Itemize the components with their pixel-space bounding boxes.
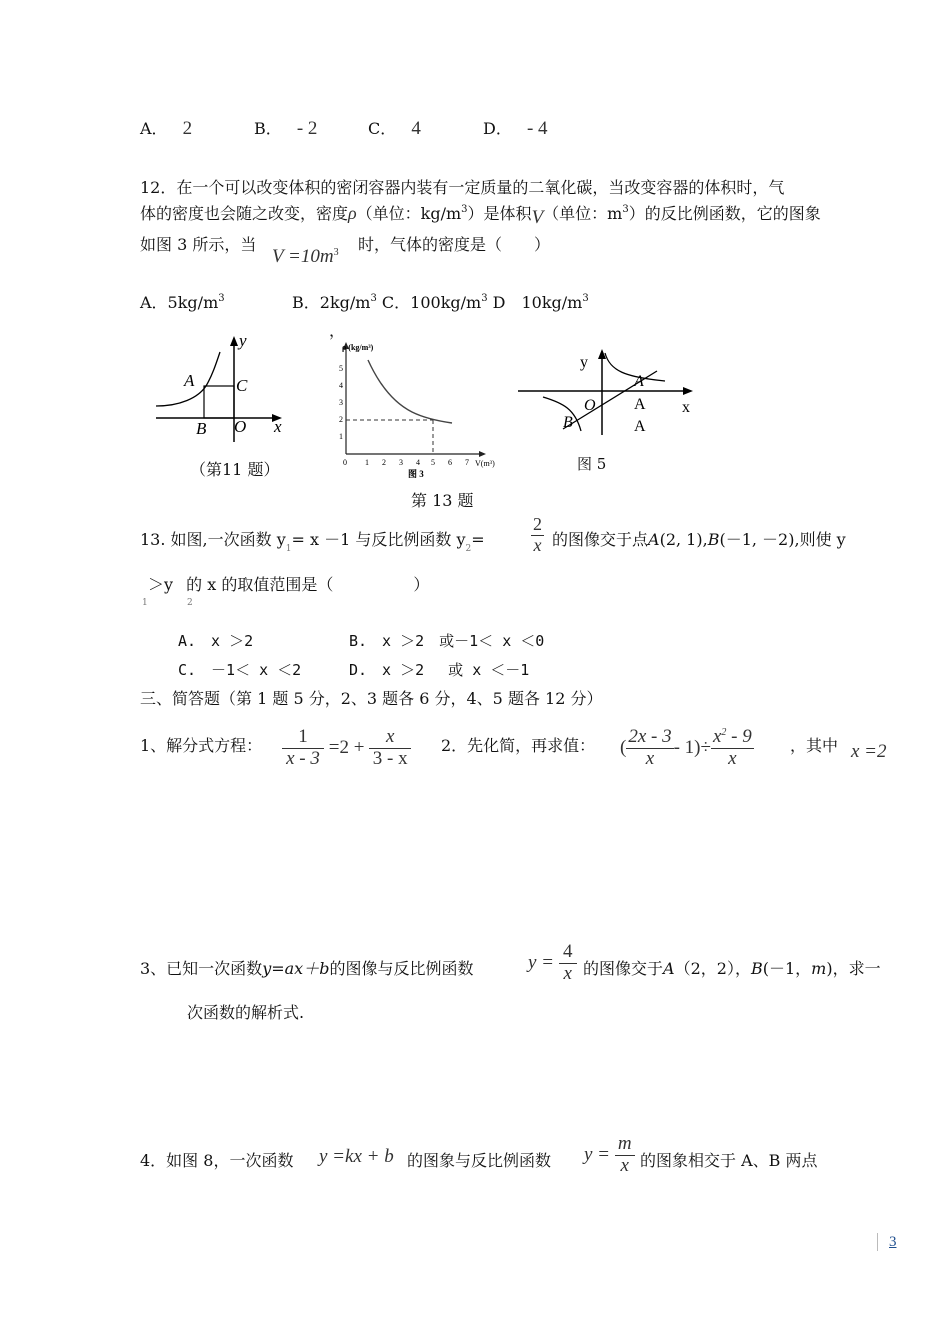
fig5-label-o: O: [584, 397, 596, 414]
q11-option-c-value: 4: [411, 118, 421, 139]
p2-label: 2．先化简，再求值：: [441, 736, 596, 755]
fig5-label-y: y: [580, 354, 588, 371]
fig11-label-a: A: [184, 371, 195, 390]
q12-options: [140, 290, 225, 313]
fig3-xtick: 5: [431, 458, 435, 467]
p3-frac-den: x: [559, 963, 577, 985]
q11-options: [140, 116, 192, 140]
p2-frac2-num: - 9: [726, 726, 752, 747]
q12-option-b: B．2kg/m: [292, 293, 371, 312]
fig3-curve: [368, 360, 452, 423]
fig11-label-x: x: [274, 417, 282, 436]
p3-fraction: [528, 942, 577, 985]
q13-text: 的 x 的取值范围是（ ）: [186, 575, 430, 594]
q11-option-b-label: B．: [254, 119, 282, 138]
p2-divide: ÷: [700, 736, 711, 758]
p4-frac-den: x: [615, 1155, 635, 1177]
p2-minus-one: - 1): [673, 736, 701, 758]
fig3-xtick: 0: [343, 458, 347, 467]
subscript: 2: [465, 544, 472, 554]
q12-option-a-text: A．5kg/m: [140, 293, 219, 312]
superscript: 2: [721, 727, 727, 738]
q13-frac-num: 2: [533, 514, 542, 534]
fig11-label-y: y: [239, 331, 247, 350]
q13-frac-den: x: [531, 535, 544, 556]
q13-line-1: [140, 527, 485, 554]
fig5-hyperbola-left: [543, 397, 581, 431]
fig11-caption: （第11 题）: [190, 460, 280, 479]
superscript: 3: [370, 293, 377, 304]
q13-point-b: B: [707, 530, 720, 549]
fig3-ytick: 1: [339, 432, 343, 441]
p2-frac1-num: 2x - 3: [628, 726, 672, 747]
fig11-rectangle: [204, 386, 234, 418]
fig3-xlabel: V(m³): [475, 459, 495, 468]
q12-condition-text: V =10m: [272, 246, 334, 267]
subscript: 1: [285, 544, 292, 554]
q13-subscript-2: 2: [187, 598, 193, 608]
fig5-label-a-italic: A: [634, 373, 644, 390]
p1-frac2-num: x: [385, 726, 395, 747]
p1-frac2-den: 3 - x: [369, 748, 411, 770]
fig11-label-b: B: [196, 419, 207, 438]
p3-function: y=ax＋b: [262, 959, 330, 978]
fig11-label-c: C: [236, 376, 248, 395]
q13-fraction: [531, 515, 544, 556]
fig3-ylabel: ρ (kg/m³): [342, 343, 374, 352]
q12-condition: [272, 246, 339, 268]
q11-option-d-label: D．: [483, 119, 512, 138]
p1-label: 1、解分式方程：: [140, 736, 263, 755]
p1-frac1-num: 1: [298, 726, 308, 747]
page-number[interactable]: 3: [889, 1234, 897, 1250]
p3-point-b: B: [750, 959, 763, 978]
superscript: 3: [461, 204, 468, 215]
q13-eq: =: [471, 530, 485, 549]
p4-line-c: 的图象相交于 A、B 两点: [640, 1151, 818, 1170]
q11-option-a-label: A．: [140, 119, 168, 138]
p3-line-2: 次函数的解析式.: [187, 1003, 305, 1022]
superscript: 3: [333, 247, 339, 258]
q12-text: 如图 3 所示，当: [140, 235, 257, 254]
fig3-ytick: 4: [339, 381, 343, 390]
fig3-ytick: 5: [339, 364, 343, 373]
p3-text: 的图像交于: [583, 959, 664, 978]
q12-text: 体的密度也会随之改变，密度: [140, 204, 349, 223]
p2-expression: [620, 727, 754, 770]
volume-symbol: V: [531, 207, 544, 228]
q12-line-1: 12．在一个可以改变体积的密闭容器内装有一定质量的二氧化碳，当改变容器的体积时，气: [140, 178, 785, 197]
p2-where: ，其中: [790, 736, 839, 755]
q11-option-c: [368, 116, 421, 140]
q12-option-c: C．100kg/m: [376, 293, 482, 312]
p3-text: )，求一: [826, 959, 881, 978]
fig11-label-o: O: [234, 417, 247, 436]
q13-text: ＞y: [148, 575, 174, 594]
fig3-ytick: 3: [339, 398, 343, 407]
p3-point-a-coord: （2，2），: [674, 959, 751, 978]
p4-line-a: 4．如图 8，一次函数: [140, 1151, 294, 1170]
p4-line-b: 的图象与反比例函数: [407, 1151, 552, 1170]
fig5-label-a: A: [634, 418, 646, 435]
q12-option-a: [140, 293, 225, 312]
fig5-label-b: B: [563, 414, 573, 431]
q12-line-3-end: 时，气体的密度是（ ）: [358, 235, 551, 254]
q12-text: ）是体积: [467, 204, 532, 223]
q12-text: ）的反比例函数，它的图象: [628, 204, 821, 223]
q11-option-a-value: 2: [182, 118, 193, 139]
q13-text: 则使 y: [799, 530, 846, 549]
q13-point-a: A: [648, 530, 660, 549]
p1-mid: =2 +: [328, 736, 365, 758]
q12-line-2: [140, 201, 821, 229]
section-3-heading: 三、简答题（第 1 题 5 分，2、3 题各 6 分，4、5 题各 12 分）: [140, 689, 603, 708]
fig5-caption: 图 5: [577, 455, 607, 473]
p1-frac1-den: x - 3: [282, 748, 324, 770]
figure-3: [330, 338, 505, 483]
p4-function: y =kx + b: [319, 1146, 394, 1167]
stray-comma: ，: [329, 321, 346, 340]
q13-option-a: A. x ＞2: [178, 632, 254, 650]
q12-options-bcd: [292, 290, 589, 313]
fig3-ytick: 2: [339, 415, 343, 424]
fig3-xtick: 6: [448, 458, 452, 467]
q13-point-b-coord: (－1, －2),: [719, 530, 800, 549]
fig11-y-arrow: [230, 336, 238, 346]
q13-subscript-1: 1: [142, 598, 148, 608]
p4-y-eq: y =: [584, 1143, 611, 1165]
p1-equation: [282, 727, 411, 770]
p3-line-1-end: [583, 956, 881, 979]
q11-option-b: [254, 116, 317, 140]
q13-option-b: B. x ＞2 或－1＜ x ＜0: [349, 632, 545, 650]
p3-frac-num: 4: [563, 941, 573, 962]
q11-option-b-value: - 2: [296, 118, 318, 139]
p3-text: 的图像与反比例函数: [329, 959, 474, 978]
fig5-label-a: A: [634, 396, 646, 413]
q13-line-1-end: [552, 527, 846, 550]
p3-text: 3、已知一次函数: [140, 959, 263, 978]
q13-text: = x －1 与反比例函数 y: [291, 530, 466, 549]
page-number-divider: [877, 1233, 878, 1251]
fig3-xtick: 4: [416, 458, 420, 467]
q13-option-d: D. x ＞2 或 x ＜－1: [349, 661, 530, 679]
q13-point-a-coord: (2, 1),: [659, 530, 708, 549]
superscript: 3: [481, 293, 488, 304]
p2-open-paren: (: [620, 736, 627, 758]
q11-option-d-value: - 4: [526, 118, 548, 139]
p2-frac1-den: x: [626, 748, 673, 770]
p3-y-eq: y =: [528, 951, 555, 973]
fig3-caption: 图 3: [408, 469, 424, 479]
p4-frac-num: m: [617, 1133, 632, 1154]
q12-text: （单位：kg/m: [356, 204, 462, 223]
p3-point-a: A: [663, 959, 675, 978]
q11-option-d: [483, 116, 548, 140]
fig5-x-arrow: [683, 387, 693, 395]
figure-5: [515, 345, 700, 440]
q13-line-2: [148, 572, 429, 595]
q12-option-d: D 10kg/m: [487, 293, 583, 312]
fig3-xtick: 7: [465, 458, 469, 467]
q12-text: （单位：m: [543, 204, 623, 223]
p4-fraction: [584, 1134, 635, 1177]
fig5-label-x: x: [682, 399, 690, 416]
rho-symbol: ρ: [348, 203, 357, 223]
p3-point-b-coord: (－1，: [762, 959, 812, 978]
q12-line-3: [140, 232, 256, 255]
q11-option-c-label: C．: [368, 119, 397, 138]
p2-frac2-num: x: [712, 726, 722, 747]
fig3-xtick: 3: [399, 458, 403, 467]
fig3-xtick: 2: [382, 458, 386, 467]
figure-11: [150, 330, 290, 445]
superscript: 3: [622, 204, 629, 215]
q13-option-c: C. －1＜ x ＜2: [178, 661, 302, 679]
superscript: 3: [582, 293, 589, 304]
fig3-x-arrow: [479, 451, 486, 457]
p3-line-1: [140, 956, 473, 979]
p2-frac2-den: x: [711, 748, 754, 770]
fig3-xtick: 1: [365, 458, 369, 467]
q13-text: 13. 如图,一次函数 y: [140, 530, 286, 549]
superscript: 3: [218, 293, 225, 304]
p2-condition: x =2: [851, 741, 887, 762]
fig13-caption: 第 13 题: [411, 491, 474, 510]
p3-m: m: [811, 959, 827, 978]
q13-text: 的图像交于点: [552, 530, 649, 549]
